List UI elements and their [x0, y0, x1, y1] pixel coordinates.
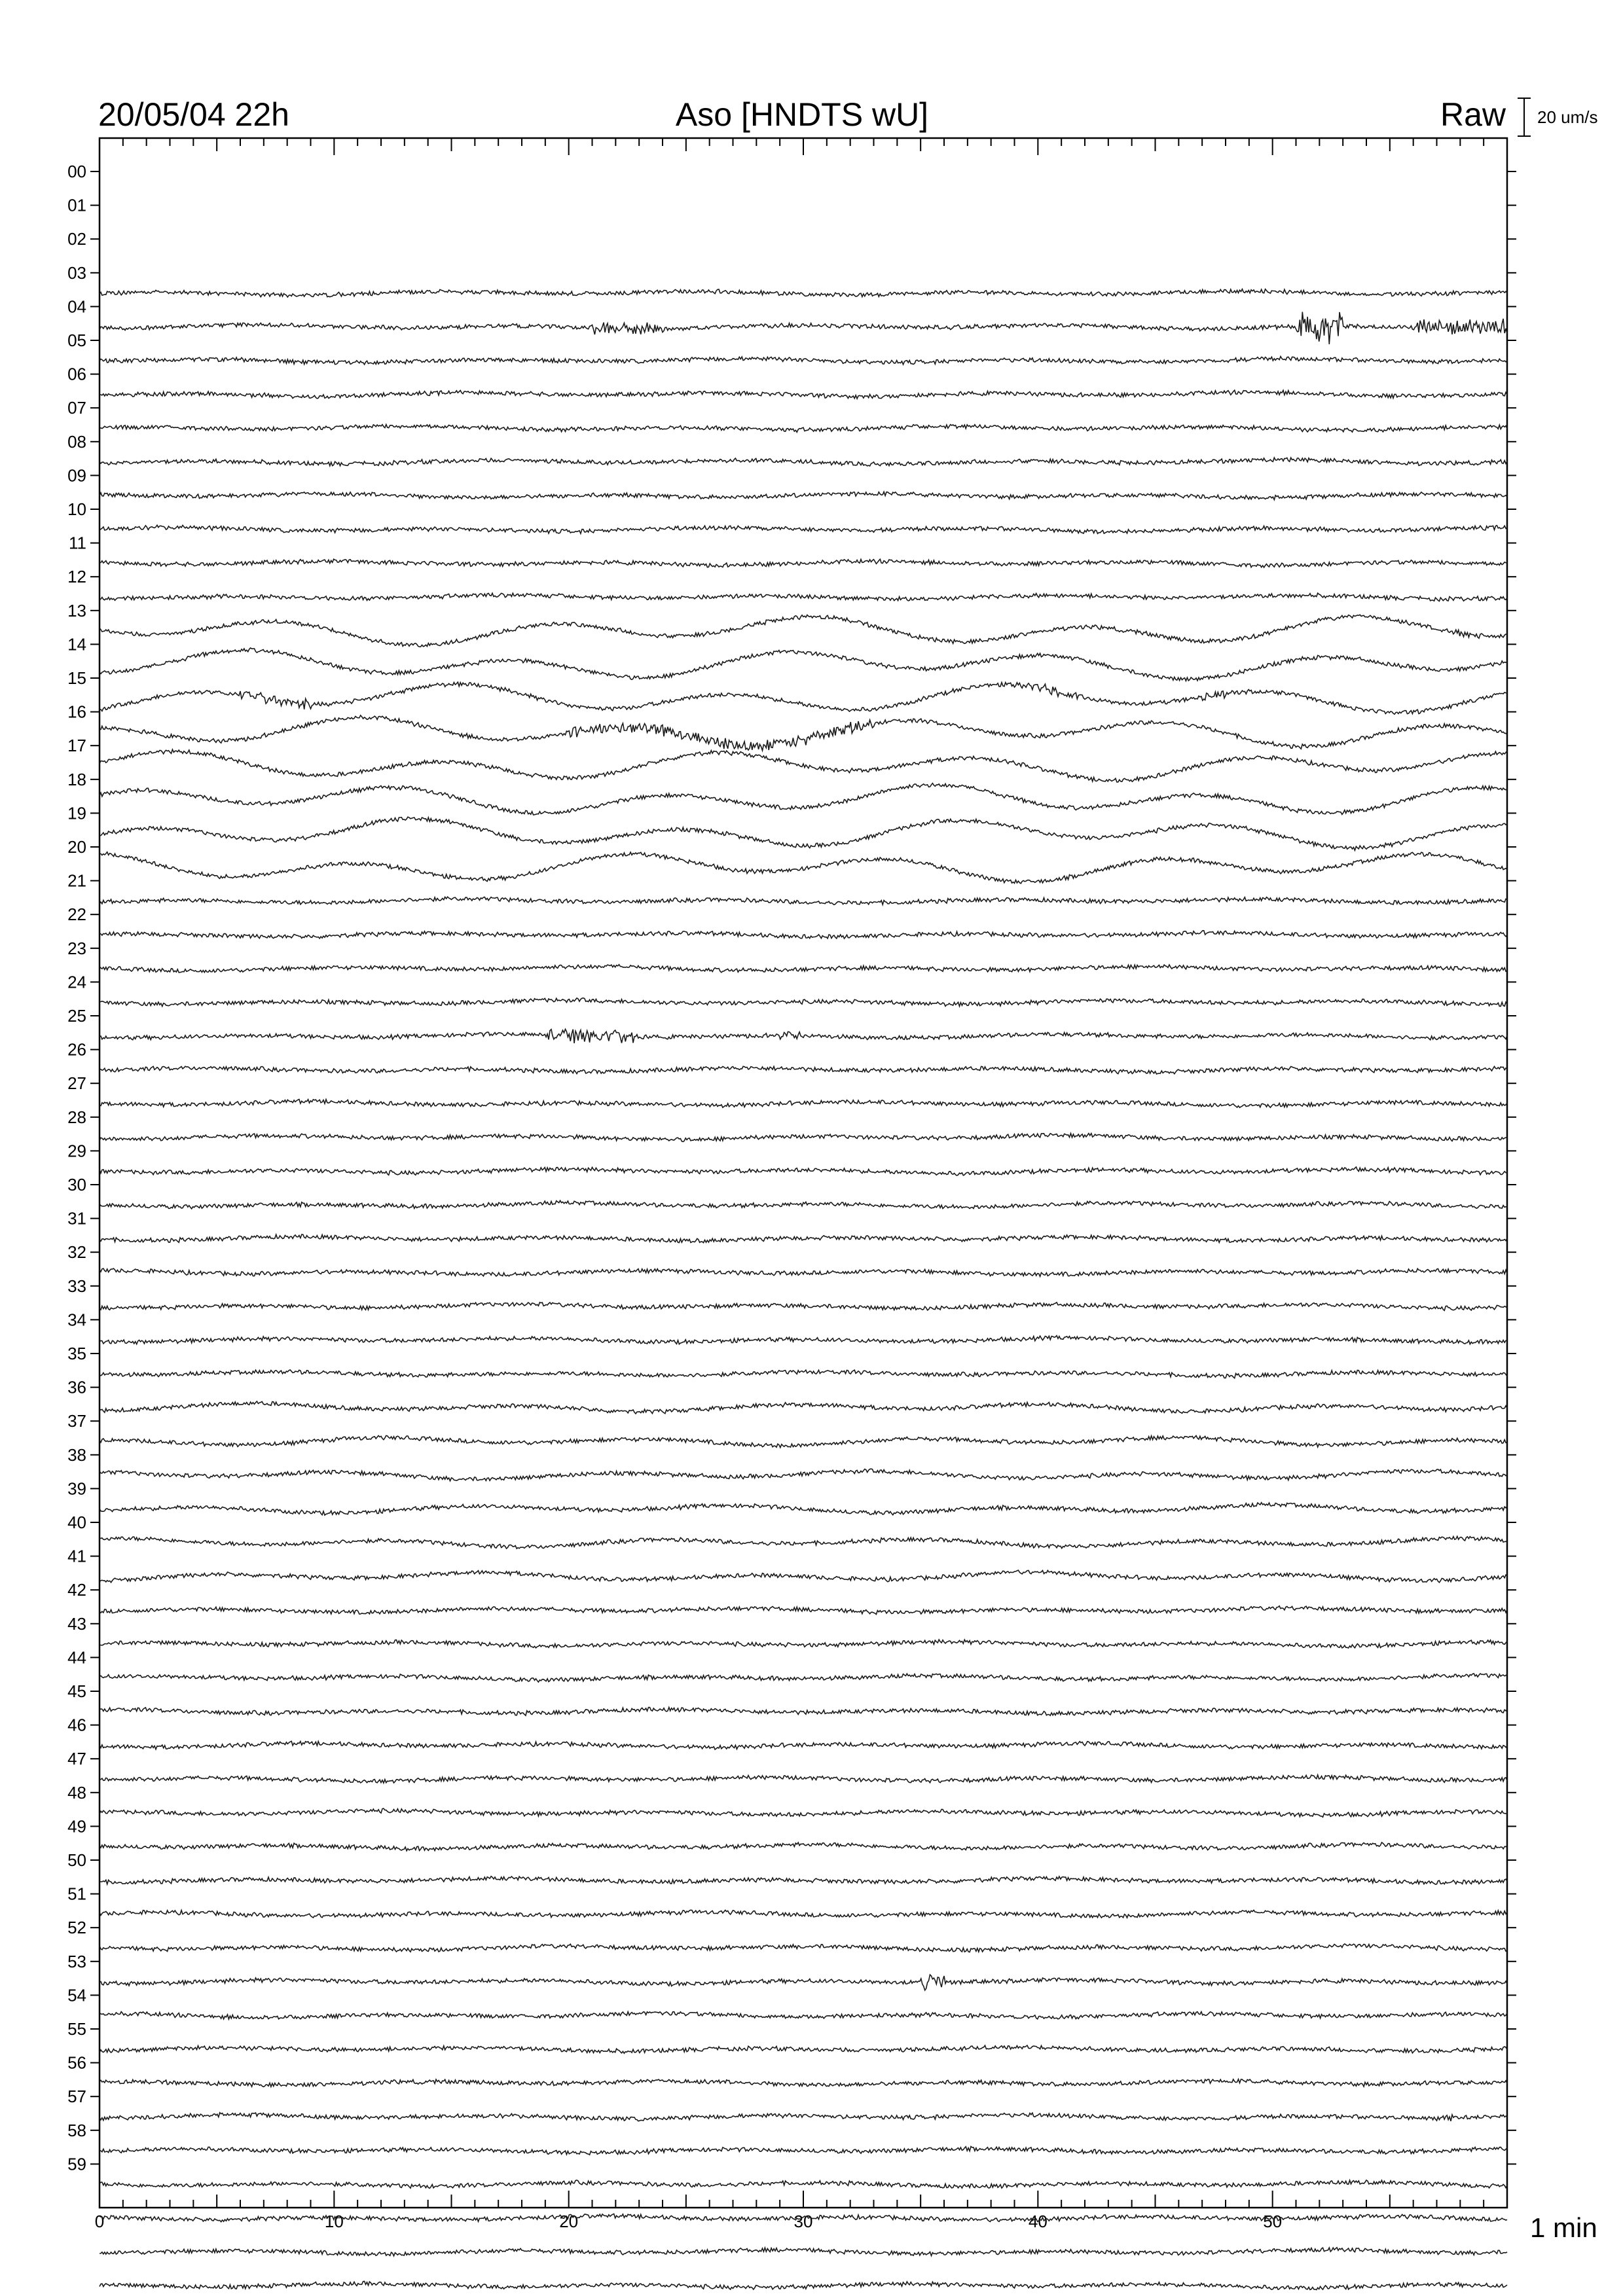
trace-row [100, 289, 1507, 297]
x-axis-unit-label: 1 min [1530, 2212, 1597, 2243]
trace-row [100, 1029, 1507, 1043]
plot-frame [100, 138, 1507, 2208]
row-label: 38 [67, 1444, 86, 1465]
row-label: 47 [67, 1749, 86, 1769]
row-label: 52 [67, 1918, 86, 1938]
row-label: 03 [67, 262, 86, 283]
row-label: 08 [67, 431, 86, 452]
trace-row [100, 1741, 1507, 1749]
trace-row [100, 1100, 1507, 1108]
trace-row [100, 559, 1507, 567]
row-label: 00 [67, 162, 86, 181]
trace-row [100, 312, 1507, 344]
x-tick-label: 0 [94, 2212, 105, 2231]
station-title: Aso [HNDTS wU] [675, 96, 929, 133]
trace-row [100, 931, 1507, 939]
trace-row [100, 1268, 1507, 1276]
trace-row [100, 1469, 1507, 1481]
trace-row [100, 1503, 1507, 1515]
row-label: 06 [67, 364, 86, 384]
row-label: 43 [67, 1613, 86, 1634]
trace-row [100, 897, 1507, 905]
row-label: 17 [67, 736, 86, 756]
row-label: 18 [67, 769, 86, 789]
row-labels [67, 162, 86, 2174]
row-label: 01 [67, 195, 86, 215]
row-label: 57 [67, 2087, 86, 2107]
trace-row [100, 2045, 1507, 2053]
row-label: 15 [67, 668, 86, 688]
row-label: 07 [67, 398, 86, 418]
trace-row [100, 525, 1507, 533]
row-label: 37 [67, 1411, 86, 1431]
row-label: 53 [67, 1951, 86, 1971]
trace-row [100, 1570, 1507, 1583]
trace-row [100, 1775, 1507, 1783]
row-label: 28 [67, 1107, 86, 1127]
row-label: 25 [67, 1006, 86, 1026]
row-label: 58 [67, 2120, 86, 2140]
row-label: 54 [67, 1985, 86, 2005]
trace-row [100, 1876, 1507, 1884]
row-label: 23 [67, 938, 86, 958]
trace-row [100, 783, 1507, 815]
row-label: 50 [67, 1850, 86, 1870]
row-label: 14 [67, 634, 86, 655]
trace-row [100, 2180, 1507, 2188]
row-label: 02 [67, 229, 86, 249]
trace-row [100, 682, 1507, 714]
row-label: 22 [67, 905, 86, 925]
trace-row [100, 357, 1507, 365]
trace-row [100, 1200, 1507, 1209]
trace-row [100, 1234, 1507, 1243]
row-label: 24 [67, 972, 86, 992]
trace-row [100, 1674, 1507, 1682]
row-ticks [90, 171, 1516, 2164]
row-label: 21 [67, 870, 86, 891]
row-label: 45 [67, 1681, 86, 1701]
row-label: 41 [67, 1546, 86, 1566]
trace-row [100, 965, 1507, 973]
x-tick-label: 10 [324, 2212, 344, 2231]
x-tick-label: 20 [559, 2212, 579, 2231]
trace-row [100, 1134, 1507, 1142]
trace-row [100, 1167, 1507, 1175]
trace-row [100, 648, 1507, 681]
row-label: 49 [67, 1816, 86, 1837]
trace-row [100, 2113, 1507, 2121]
time-ticks [100, 138, 1507, 2208]
trace-row [100, 1336, 1507, 1344]
row-label: 16 [67, 702, 86, 722]
trace-row [100, 1975, 1507, 1990]
trace-row [100, 2147, 1507, 2155]
trace-row [100, 457, 1507, 466]
amplitude-scale-label: 20 um/s [1537, 107, 1598, 127]
row-label: 44 [67, 1647, 86, 1668]
raw-label: Raw [1440, 96, 1506, 133]
trace-row [100, 1842, 1507, 1851]
x-tick-label: 40 [1028, 2212, 1048, 2231]
trace-row [100, 2282, 1507, 2290]
row-label: 40 [67, 1513, 86, 1532]
row-label: 05 [67, 331, 86, 350]
row-label: 46 [67, 1715, 86, 1735]
row-label: 34 [67, 1310, 86, 1330]
trace-row [100, 1401, 1507, 1414]
row-label: 10 [67, 499, 86, 519]
x-tick-label: 30 [793, 2212, 813, 2231]
amplitude-scale-bar [1518, 98, 1531, 136]
row-label: 29 [67, 1141, 86, 1161]
row-label: 31 [67, 1208, 86, 1229]
row-label: 35 [67, 1344, 86, 1363]
row-label: 12 [67, 567, 86, 587]
date-hour-label: 20/05/04 22h [98, 96, 289, 133]
trace-row [100, 2079, 1507, 2087]
trace-row [100, 1536, 1507, 1549]
row-label: 04 [67, 296, 86, 317]
trace-row [100, 1944, 1507, 1952]
trace-row [100, 852, 1507, 884]
row-label: 26 [67, 1039, 86, 1060]
row-label: 42 [67, 1580, 86, 1600]
row-label: 56 [67, 2053, 86, 2073]
row-label: 09 [67, 465, 86, 486]
trace-row [100, 715, 1507, 751]
trace-row [100, 1606, 1507, 1615]
trace-row [100, 1302, 1507, 1311]
trace-row [100, 492, 1507, 499]
trace-row [100, 817, 1507, 850]
row-label: 59 [67, 2154, 86, 2174]
seismic-traces [100, 289, 1507, 2290]
row-label: 27 [67, 1073, 86, 1094]
trace-row [100, 1708, 1507, 1716]
trace-row [100, 998, 1507, 1007]
row-label: 39 [67, 1479, 86, 1499]
row-label: 13 [67, 600, 86, 620]
trace-row [100, 749, 1507, 782]
trace-row [100, 615, 1507, 647]
trace-row [100, 2248, 1507, 2256]
trace-row [100, 1066, 1507, 1074]
trace-row [100, 1910, 1507, 1918]
trace-row [100, 425, 1507, 433]
row-label: 32 [67, 1242, 86, 1263]
row-label: 19 [67, 803, 86, 823]
row-label: 51 [67, 1884, 86, 1904]
trace-row [100, 1640, 1507, 1648]
row-label: 30 [67, 1175, 86, 1194]
trace-row [100, 1808, 1507, 1817]
row-label: 48 [67, 1782, 86, 1803]
trace-row [100, 1435, 1507, 1447]
row-label: 36 [67, 1377, 86, 1397]
row-label: 20 [67, 837, 86, 857]
trace-row [100, 2012, 1507, 2020]
row-label: 11 [69, 533, 86, 553]
row-label: 33 [67, 1276, 86, 1296]
trace-row [100, 390, 1507, 399]
row-label: 55 [67, 2019, 86, 2039]
x-tick-label: 50 [1263, 2212, 1283, 2231]
trace-row [100, 593, 1507, 601]
trace-row [100, 1370, 1507, 1378]
